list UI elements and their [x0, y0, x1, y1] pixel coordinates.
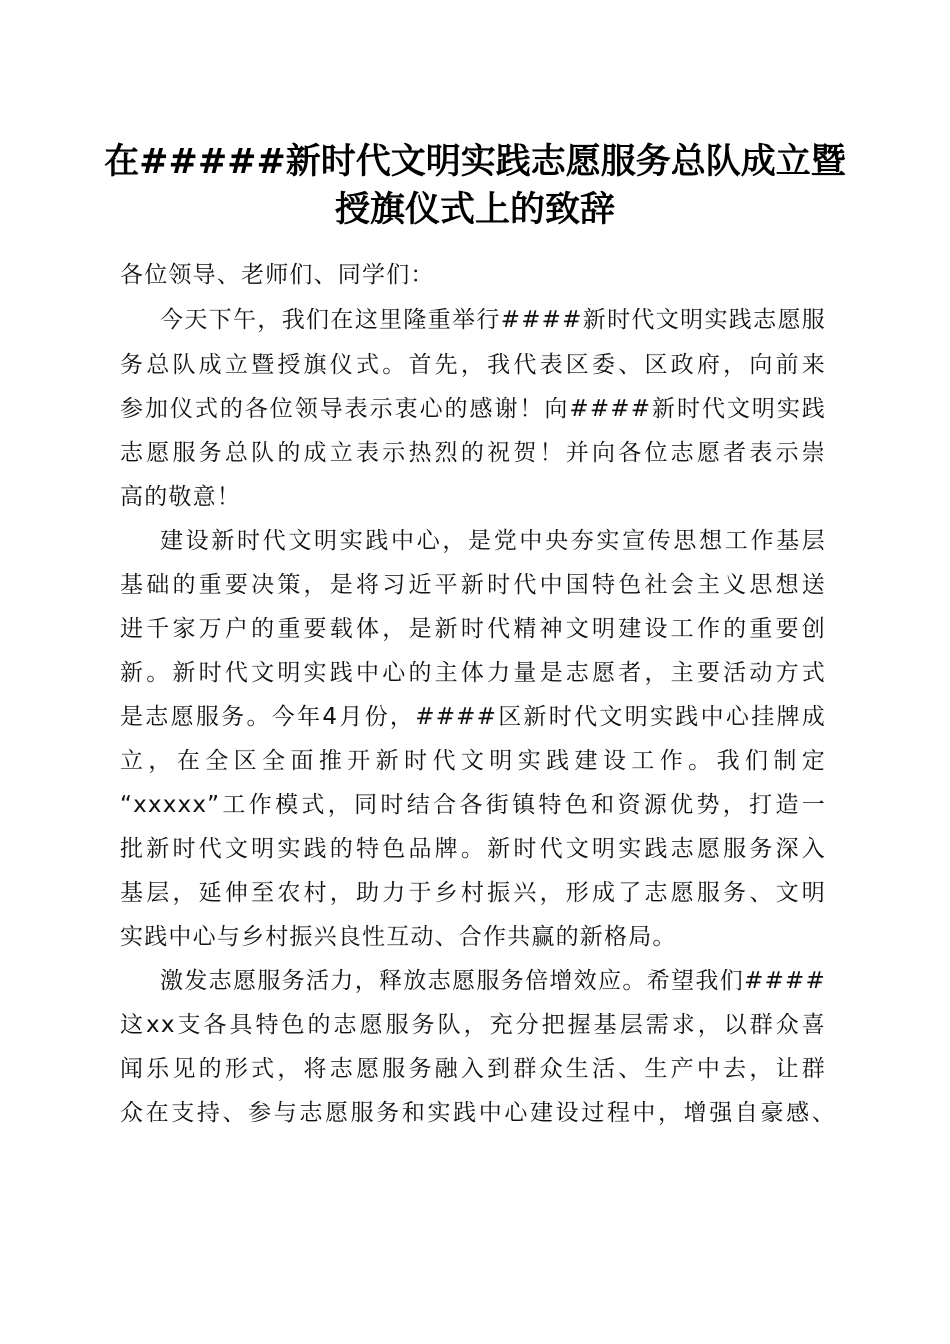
paragraph-line: 参加仪式的各位领导表示衷心的感谢！向####新时代文明实践: [120, 396, 826, 422]
paragraph-line: 立，在全区全面推开新时代文明实践建设工作。我们制定: [120, 748, 826, 774]
paragraph-line: “xxxxx”工作模式，同时结合各街镇特色和资源优势，打造一: [120, 792, 826, 818]
paragraph-line: 进千家万户的重要载体，是新时代精神文明建设工作的重要创: [120, 616, 826, 642]
paragraph-line: 这xx支各具特色的志愿服务队，充分把握基层需求，以群众喜: [120, 1012, 826, 1038]
paragraph-line: 闻乐见的形式，将志愿服务融入到群众生活、生产中去，让群: [120, 1056, 826, 1082]
paragraph-line: 建设新时代文明实践中心，是党中央夯实宣传思想工作基层: [160, 528, 826, 554]
paragraph-1: [120, 298, 826, 519]
paragraph-line: 务总队成立暨授旗仪式。首先，我代表区委、区政府，向前来: [120, 352, 826, 378]
paragraph-line: 是志愿服务。今年4月份，####区新时代文明实践中心挂牌成: [120, 704, 826, 730]
paragraph-2: [120, 519, 826, 959]
paragraph-line: 激发志愿服务活力，释放志愿服务倍增效应。希望我们####: [160, 968, 826, 994]
paragraph-line: 基层，延伸至农村，助力于乡村振兴，形成了志愿服务、文明: [120, 880, 826, 906]
salutation: 各位领导、老师们、同学们：: [120, 262, 435, 288]
paragraph-line: 基础的重要决策，是将习近平新时代中国特色社会主义思想送: [120, 572, 826, 598]
paragraph-line: 高的敬意！: [120, 484, 241, 510]
title-line-2: 授旗仪式上的致辞: [334, 189, 615, 230]
paragraph-line: 众在支持、参与志愿服务和实践中心建设过程中，增强自豪感、: [120, 1100, 836, 1126]
paragraph-line: 今天下午，我们在这里隆重举行####新时代文明实践志愿服: [160, 307, 826, 333]
paragraph-line: 实践中心与乡村振兴良性互动、合作共赢的新格局。: [120, 924, 677, 950]
document-title: [100, 138, 850, 234]
title-line-1: 在#####新时代文明实践志愿服务总队成立暨: [104, 141, 846, 182]
paragraph-3: [120, 959, 836, 1135]
document-body: [120, 253, 836, 1135]
paragraph-line: 批新时代文明实践的特色品牌。新时代文明实践志愿服务深入: [120, 836, 826, 862]
paragraph-line: 新。新时代文明实践中心的主体力量是志愿者，主要活动方式: [120, 660, 826, 686]
paragraph-line: 志愿服务总队的成立表示热烈的祝贺！并向各位志愿者表示崇: [120, 440, 826, 466]
